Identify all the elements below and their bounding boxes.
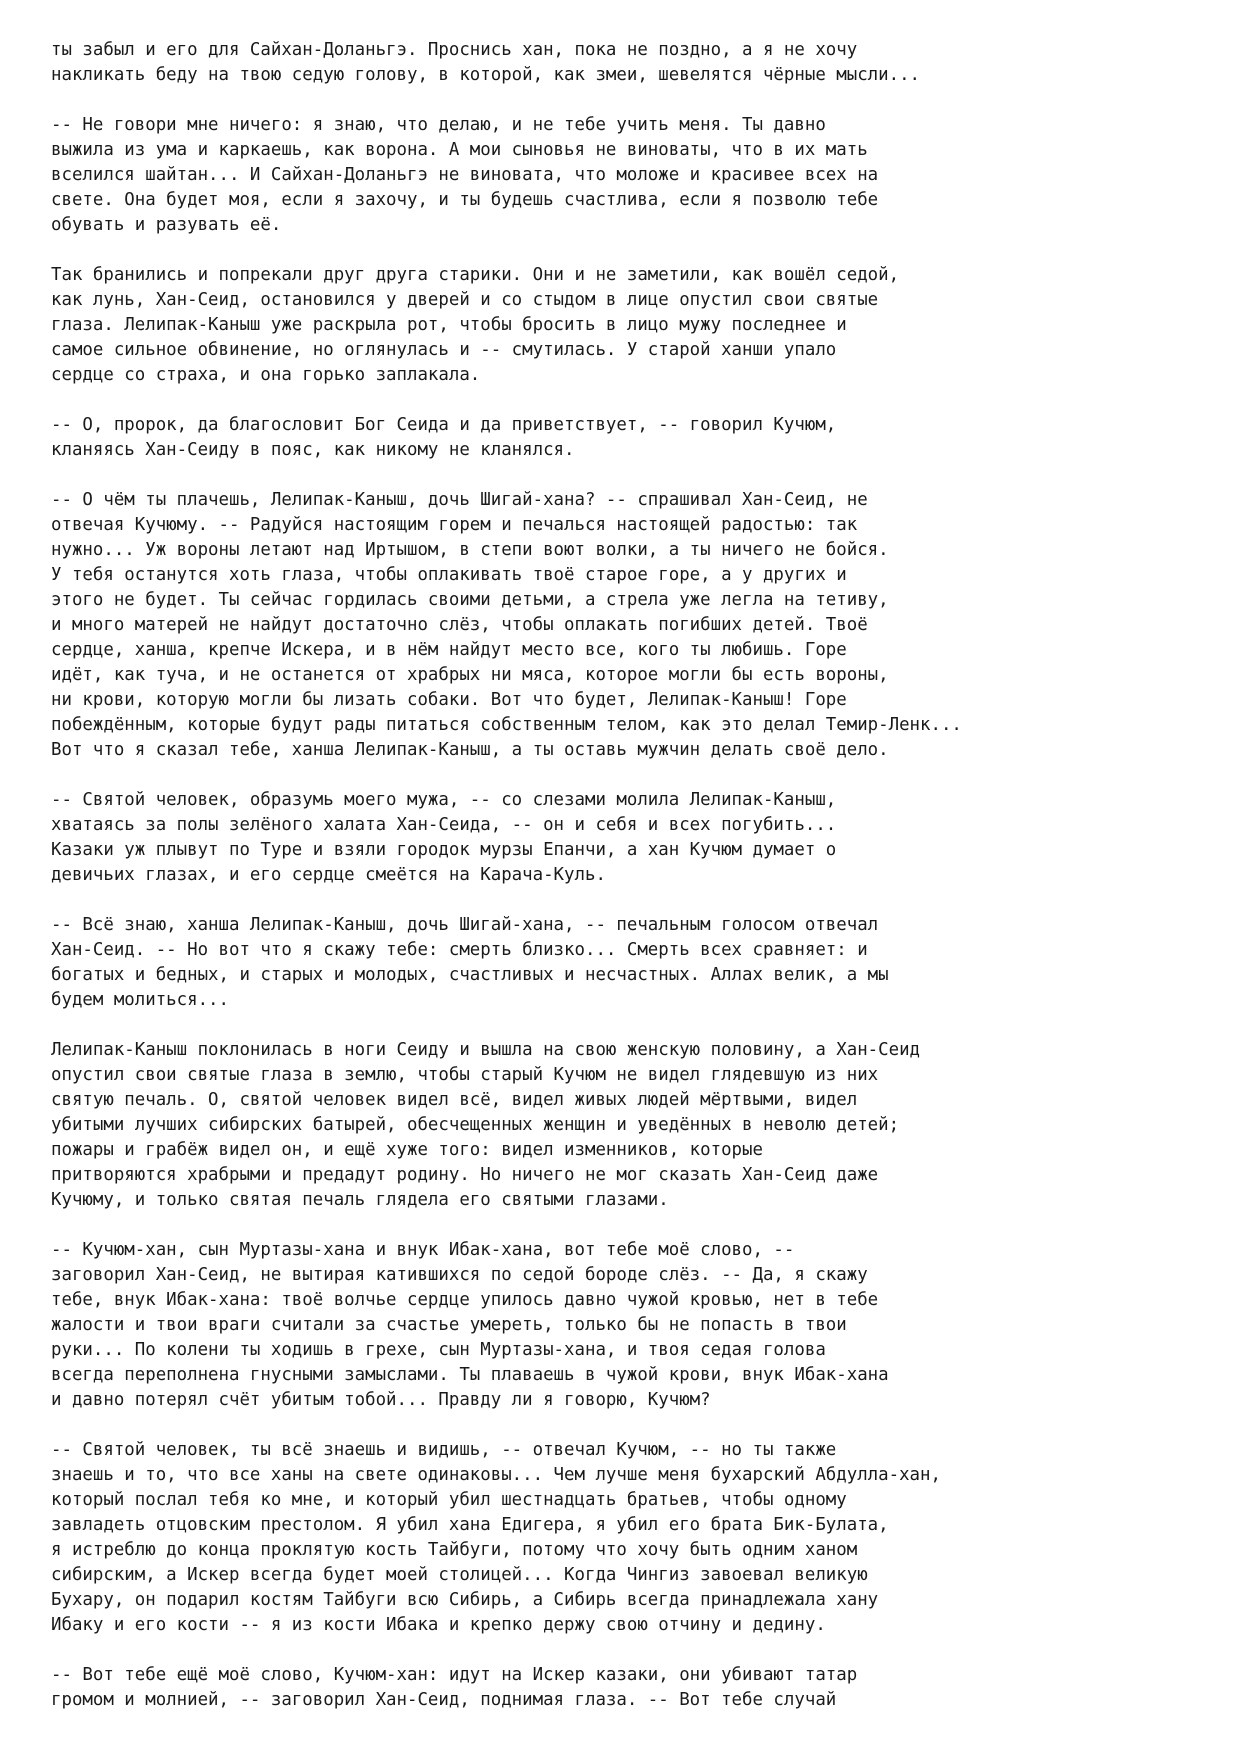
text-line: сердце, ханша, крепче Искера, и в нём найдут место все, кого ты любишь. Горе — [51, 640, 847, 660]
text-line: Хан-Сеид. -- Но вот что я скажу тебе: смерть близко... Смерть всех сравняет: и — [51, 940, 868, 960]
text-line: Вот что я сказал тебе, ханша Лелипак-Каныш, а ты оставь мужчин делать своё дело. — [51, 740, 889, 760]
text-line: как лунь, Хан-Сеид, остановился у дверей и со стыдом в лице опустил свои святые — [51, 290, 879, 310]
text-line: будем молиться... — [51, 990, 229, 1010]
text-line: девичьих глазах, и его сердце смеётся на Карача-Куль. — [51, 865, 606, 885]
text-line: Казаки уж плывут по Туре и взяли городок мурзы Епанчи, а хан Кучюм думает о — [51, 840, 837, 860]
text-line: Так бранились и попрекали друг друга старики. Они и не заметили, как вошёл седой, — [51, 265, 900, 285]
text-line: -- Всё знаю, ханша Лелипак-Каныш, дочь Шигай-хана, -- печальным голосом отвечал — [51, 915, 879, 935]
paragraph — [51, 113, 1221, 238]
text-line: свете. Она будет моя, если я захочу, и ты будешь счастлива, если я позволю тебе — [51, 190, 879, 210]
text-line: идёт, как туча, и не останется от храбрых ни мяса, которое могли бы есть вороны, — [51, 665, 889, 685]
text-line: -- Не говори мне ничего: я знаю, что делаю, и не тебе учить меня. Ты давно — [51, 115, 826, 135]
text-line: -- Вот тебе ещё моё слово, Кучюм-хан: идут на Искер казаки, они убивают татар — [51, 1665, 858, 1685]
text-line: я истреблю до конца проклятую кость Тайбуги, потому что хочу быть одним ханом — [51, 1540, 858, 1560]
text-line: и давно потерял счёт убитым тобой... Правду ли я говорю, Кучюм? — [51, 1390, 711, 1410]
text-line: который послал тебя ко мне, и который убил шестнадцать братьев, чтобы одному — [51, 1490, 847, 1510]
text-line: Кучюму, и только святая печаль глядела его святыми глазами. — [51, 1190, 669, 1210]
text-line: тебе, внук Ибак-хана: твоё волчье сердце упилось давно чужой кровью, нет в тебе — [51, 1290, 879, 1310]
text-line: святую печаль. О, святой человек видел всё, видел живых людей мёртвыми, видел — [51, 1090, 858, 1110]
paragraph — [51, 788, 1221, 888]
text-line: отвечая Кучюму. -- Радуйся настоящим горем и печалься настоящей радостью: так — [51, 515, 858, 535]
text-line: знаешь и то, что все ханы на свете одинаковы... Чем лучше меня бухарский Абдулла-хан, — [51, 1465, 941, 1485]
text-line: -- О чём ты плачешь, Лелипак-Каныш, дочь Шигай-хана? -- спрашивал Хан-Сеид, не — [51, 490, 868, 510]
paragraph — [51, 263, 1221, 388]
paragraph — [51, 913, 1221, 1013]
text-line: притворяются храбрыми и предадут родину. Но ничего не мог сказать Хан-Сеид даже — [51, 1165, 879, 1185]
text-line: кланяясь Хан-Сеиду в пояс, как никому не кланялся. — [51, 440, 575, 460]
text-line: выжила из ума и каркаешь, как ворона. А мои сыновья не виноваты, что в их мать — [51, 140, 868, 160]
text-line: богатых и бедных, и старых и молодых, счастливых и несчастных. Аллах велик, а мы — [51, 965, 889, 985]
text-line: сибирским, а Искер всегда будет моей столицей... Когда Чингиз завоевал великую — [51, 1565, 868, 1585]
text-line: побеждённым, которые будут рады питаться собственным телом, как это делал Темир-Ленк... — [51, 715, 962, 735]
text-line: У тебя останутся хоть глаза, чтобы оплакивать твоё старое горе, а у других и — [51, 565, 847, 585]
text-line: -- Кучюм-хан, сын Муртазы-хана и внук Ибак-хана, вот тебе моё слово, -- — [51, 1240, 795, 1260]
text-line: Лелипак-Каныш поклонилась в ноги Сеиду и вышла на свою женскую половину, а Хан-Сеид — [51, 1040, 921, 1060]
text-line: вселился шайтан... И Сайхан-Доланьгэ не виновата, что моложе и красивее всех на — [51, 165, 879, 185]
text-line: ни крови, которую могли бы лизать собаки. Вот что будет, Лелипак-Каныш! Горе — [51, 690, 847, 710]
text-line: -- О, пророк, да благословит Бог Сеида и да приветствует, -- говорил Кучюм, — [51, 415, 837, 435]
document-page — [51, 38, 1221, 1738]
text-line: глаза. Лелипак-Каныш уже раскрыла рот, чтобы бросить в лицо мужу последнее и — [51, 315, 847, 335]
text-line: -- Святой человек, образумь моего мужа, -- со слезами молила Лелипак-Каныш, — [51, 790, 837, 810]
text-line: громом и молнией, -- заговорил Хан-Сеид, поднимая глаза. -- Вот тебе случай — [51, 1690, 837, 1710]
paragraph — [51, 488, 1221, 763]
text-line: Ибаку и его кости -- я из кости Ибака и крепко держу свою отчину и дедину. — [51, 1615, 826, 1635]
text-line: этого не будет. Ты сейчас гордилась своими детьми, а стрела уже легла на тетиву, — [51, 590, 889, 610]
text-line: руки... По колени ты ходишь в грехе, сын Муртазы-хана, и твоя седая голова — [51, 1340, 826, 1360]
text-line: накликать беду на твою седую голову, в которой, как змеи, шевелятся чёрные мысли... — [51, 65, 921, 85]
text-line: и много матерей не найдут достаточно слёз, чтобы оплакать погибших детей. Твоё — [51, 615, 868, 635]
text-line: всегда переполнена гнусными замыслами. Ты плаваешь в чужой крови, внук Ибак-хана — [51, 1365, 889, 1385]
paragraph — [51, 1438, 1221, 1638]
text-line: жалости и твои враги считали за счастье умереть, только бы не попасть в твои — [51, 1315, 847, 1335]
paragraph — [51, 1663, 1221, 1713]
text-line: заговорил Хан-Сеид, не вытирая катившихся по седой бороде слёз. -- Да, я скажу — [51, 1265, 868, 1285]
text-line: Бухару, он подарил костям Тайбуги всю Сибирь, а Сибирь всегда принадлежала хану — [51, 1590, 879, 1610]
text-line: убитыми лучших сибирских батырей, обесчещенных женщин и уведённых в неволю детей; — [51, 1115, 900, 1135]
text-line: ты забыл и его для Сайхан-Доланьгэ. Проснись хан, пока не поздно, а я не хочу — [51, 40, 858, 60]
paragraph — [51, 1238, 1221, 1413]
text-line: опустил свои святые глаза в землю, чтобы старый Кучюм не видел глядевшую из них — [51, 1065, 879, 1085]
text-line: пожары и грабёж видел он, и ещё хуже того: видел изменников, которые — [51, 1140, 763, 1160]
text-line: самое сильное обвинение, но оглянулась и -- смутилась. У старой ханши упало — [51, 340, 837, 360]
paragraph — [51, 38, 1221, 88]
text-line: -- Святой человек, ты всё знаешь и видишь, -- отвечал Кучюм, -- но ты также — [51, 1440, 837, 1460]
text-line: нужно... Уж вороны летают над Иртышом, в степи воют волки, а ты ничего не бойся. — [51, 540, 889, 560]
text-line: хватаясь за полы зелёного халата Хан-Сеида, -- он и себя и всех погубить... — [51, 815, 837, 835]
text-line: обувать и разувать её. — [51, 215, 282, 235]
text-line: сердце со страха, и она горько заплакала. — [51, 365, 481, 385]
paragraph — [51, 413, 1221, 463]
text-line: завладеть отцовским престолом. Я убил хана Едигера, я убил его брата Бик-Булата, — [51, 1515, 889, 1535]
paragraph — [51, 1038, 1221, 1213]
